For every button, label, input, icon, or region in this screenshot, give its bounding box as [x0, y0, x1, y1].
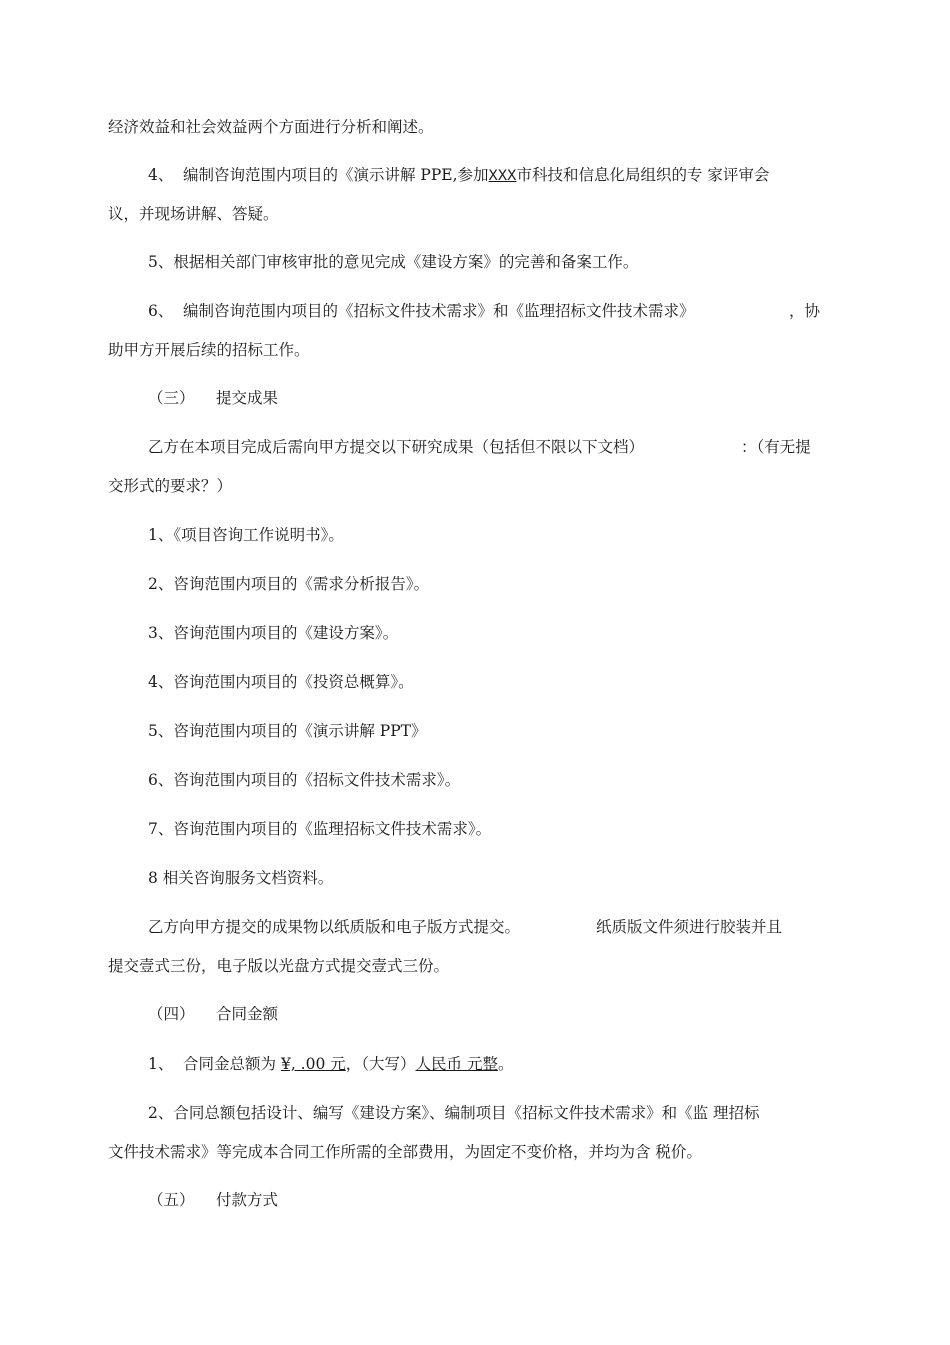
list-item: 7、咨询范围内项目的《监理招标文件技术需求》。	[148, 820, 492, 838]
paragraph-line: 助甲方开展后续的招标工作。	[108, 341, 310, 359]
paragraph-line: 乙方向甲方提交的成果物以纸质版和电子版方式提交。	[148, 918, 521, 936]
list-number: 4、	[148, 166, 174, 184]
section-heading: 合同金额	[216, 1005, 279, 1023]
text-run: 合同金总额为	[183, 1055, 277, 1073]
list-item: 4、咨询范围内项目的《投资总概算》。	[148, 673, 414, 691]
paragraph-line: 2、合同总额包括设计、编写《建设方案》、编制项目《招标文件技术需求》和《监 理招标	[148, 1104, 760, 1122]
paragraph-line: 交形式的要求？）	[108, 477, 233, 495]
paragraph-line: 纸质版文件须进行胶装并且	[596, 918, 783, 936]
paragraph-line: ：（有无提	[741, 438, 811, 456]
list-number: 6、	[148, 302, 174, 320]
paragraph-line: 经济效益和社会效益两个方面进行分析和阐述。	[108, 118, 434, 136]
paragraph-line: 乙方在本项目完成后需向甲方提交以下研究成果（包括但不限以下文档）	[148, 438, 645, 456]
text-run: 编制咨询范围内项目的《演示讲解 PPE,参加	[183, 166, 489, 184]
section-heading: 提交成果	[216, 389, 279, 407]
list-item: 3、咨询范围内项目的《建设方案》。	[148, 624, 399, 642]
list-item: 2、咨询范围内项目的《需求分析报告》。	[148, 575, 430, 593]
paragraph-line: 文件技术需求》等完成本合同工作所需的全部费用，为固定不变价格，并均为含 税价。	[108, 1143, 702, 1161]
paragraph-line: 5、根据相关部门审核审批的意见完成《建设方案》的完善和备案工作。	[148, 253, 639, 271]
section-heading: 付款方式	[216, 1191, 279, 1209]
list-item: 8 相关咨询服务文档资料。	[148, 869, 334, 887]
list-item: 5、咨询范围内项目的《演示讲解 PPT》	[148, 722, 427, 740]
list-number: 1、	[148, 1055, 174, 1073]
list-item: 1、《项目咨询工作说明书》。	[148, 526, 344, 544]
paragraph-line: 议，并现场讲解、答疑。	[108, 205, 279, 223]
section-number: （三）	[148, 389, 195, 407]
paragraph-line: ，协	[789, 302, 821, 320]
text-run: 市科技和信息化局组织的专 家评审会	[516, 166, 770, 184]
paragraph-line	[183, 1054, 513, 1074]
paragraph-line: 提交壹式三份，电子版以光盘方式提交壹式三份。	[108, 957, 450, 975]
amount-figure: ¥, .00 元	[280, 1055, 346, 1073]
text-run: ，（大写）	[345, 1055, 416, 1073]
paragraph-line: 编制咨询范围内项目的《招标文件技术需求》和《监理招标文件技术需求》	[183, 302, 695, 320]
underlined-placeholder: XXX	[488, 167, 517, 185]
paragraph-line	[183, 165, 769, 186]
list-item: 6、咨询范围内项目的《招标文件技术需求》。	[148, 771, 461, 789]
section-number: （五）	[148, 1191, 195, 1209]
text-run: 。	[497, 1055, 514, 1073]
section-number: （四）	[148, 1005, 195, 1023]
amount-words: 人民币 元整	[415, 1055, 498, 1073]
